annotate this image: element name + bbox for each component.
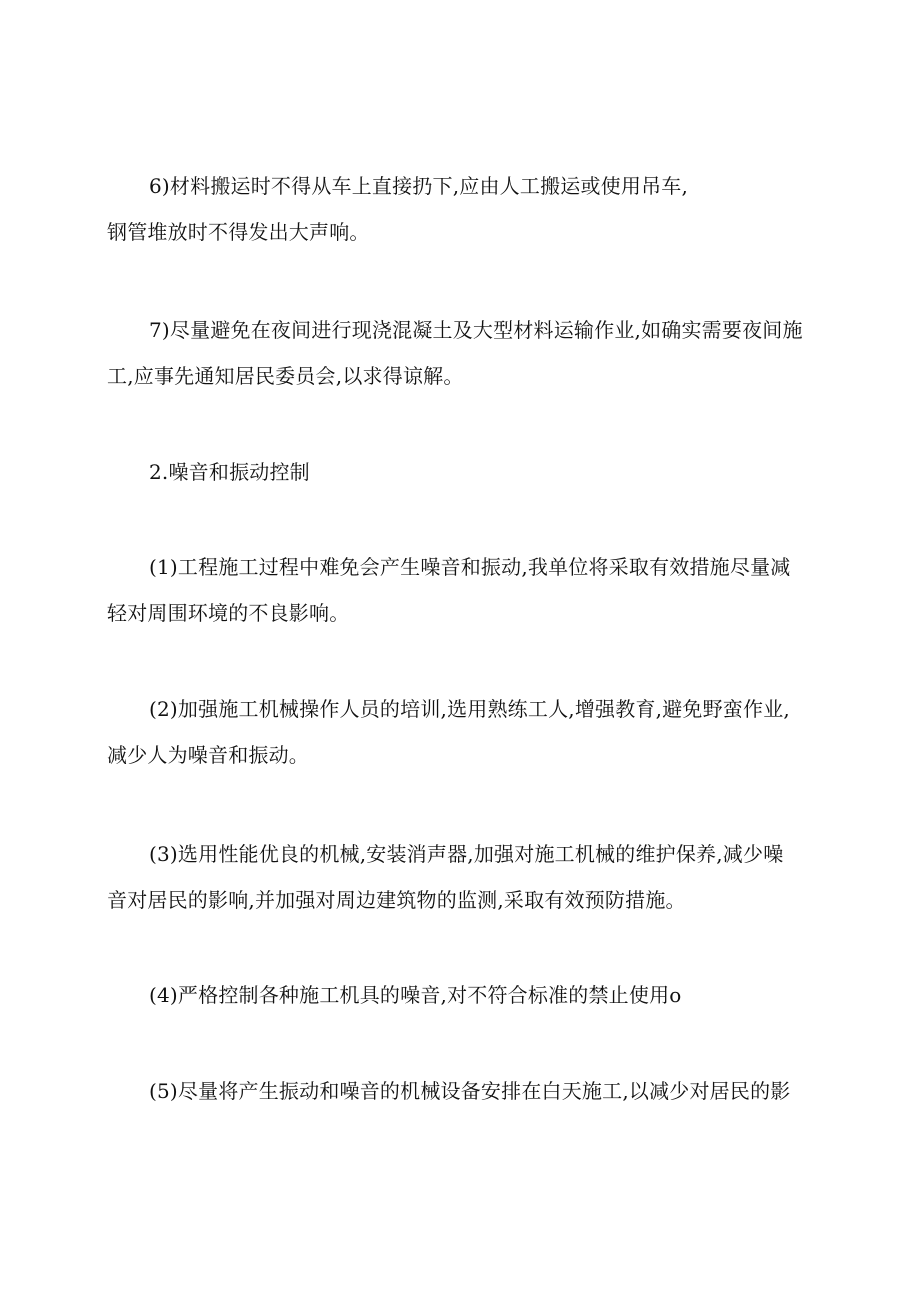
paragraph-line: 钢管堆放时不得发出大声响。 <box>107 220 370 244</box>
paragraph-line: 6)材料搬运时不得从车上直接扔下,应由人工搬运或使用吊车, <box>149 174 689 198</box>
paragraph-night-work <box>107 307 807 399</box>
paragraph-item-1 <box>107 544 807 636</box>
paragraph-line: (3)选用性能优良的机械,安装消声器,加强对施工机械的维护保养,减少噪 <box>149 842 784 866</box>
paragraph-item-3 <box>107 831 807 923</box>
paragraph-line: 轻对周围环境的不良影响。 <box>107 601 350 625</box>
paragraph-item-5 <box>107 1068 807 1114</box>
paragraph-line: (5)尽量将产生振动和噪音的机械设备安排在白天施工,以减少对居民的影 <box>149 1079 791 1103</box>
paragraph-item-2 <box>107 686 807 778</box>
paragraph-line: (1)工程施工过程中难免会产生噪音和振动,我单位将采取有效措施尽量减 <box>149 555 791 579</box>
paragraph-item-4 <box>107 972 807 1018</box>
paragraph-line: 音对居民的影响,并加强对周边建筑物的监测,采取有效预防措施。 <box>107 888 686 912</box>
paragraph-line: (4)严格控制各种施工机具的噪音,对不符合标准的禁止使用o <box>149 983 682 1007</box>
section-heading-text: 2.噪音和振动控制 <box>149 460 310 484</box>
paragraph-material-handling <box>107 163 807 255</box>
paragraph-line: 工,应事先通知居民委员会,以求得谅解。 <box>107 364 464 388</box>
paragraph-line: 7)尽量避免在夜间进行现浇混凝土及大型材料运输作业,如确实需要夜间施 <box>149 318 803 342</box>
paragraph-line: (2)加强施工机械操作人员的培训,选用熟练工人,增强教育,避免野蛮作业, <box>149 697 790 721</box>
section-heading-noise-vibration <box>107 449 807 495</box>
paragraph-line: 减少人为噪音和振动。 <box>107 743 309 767</box>
